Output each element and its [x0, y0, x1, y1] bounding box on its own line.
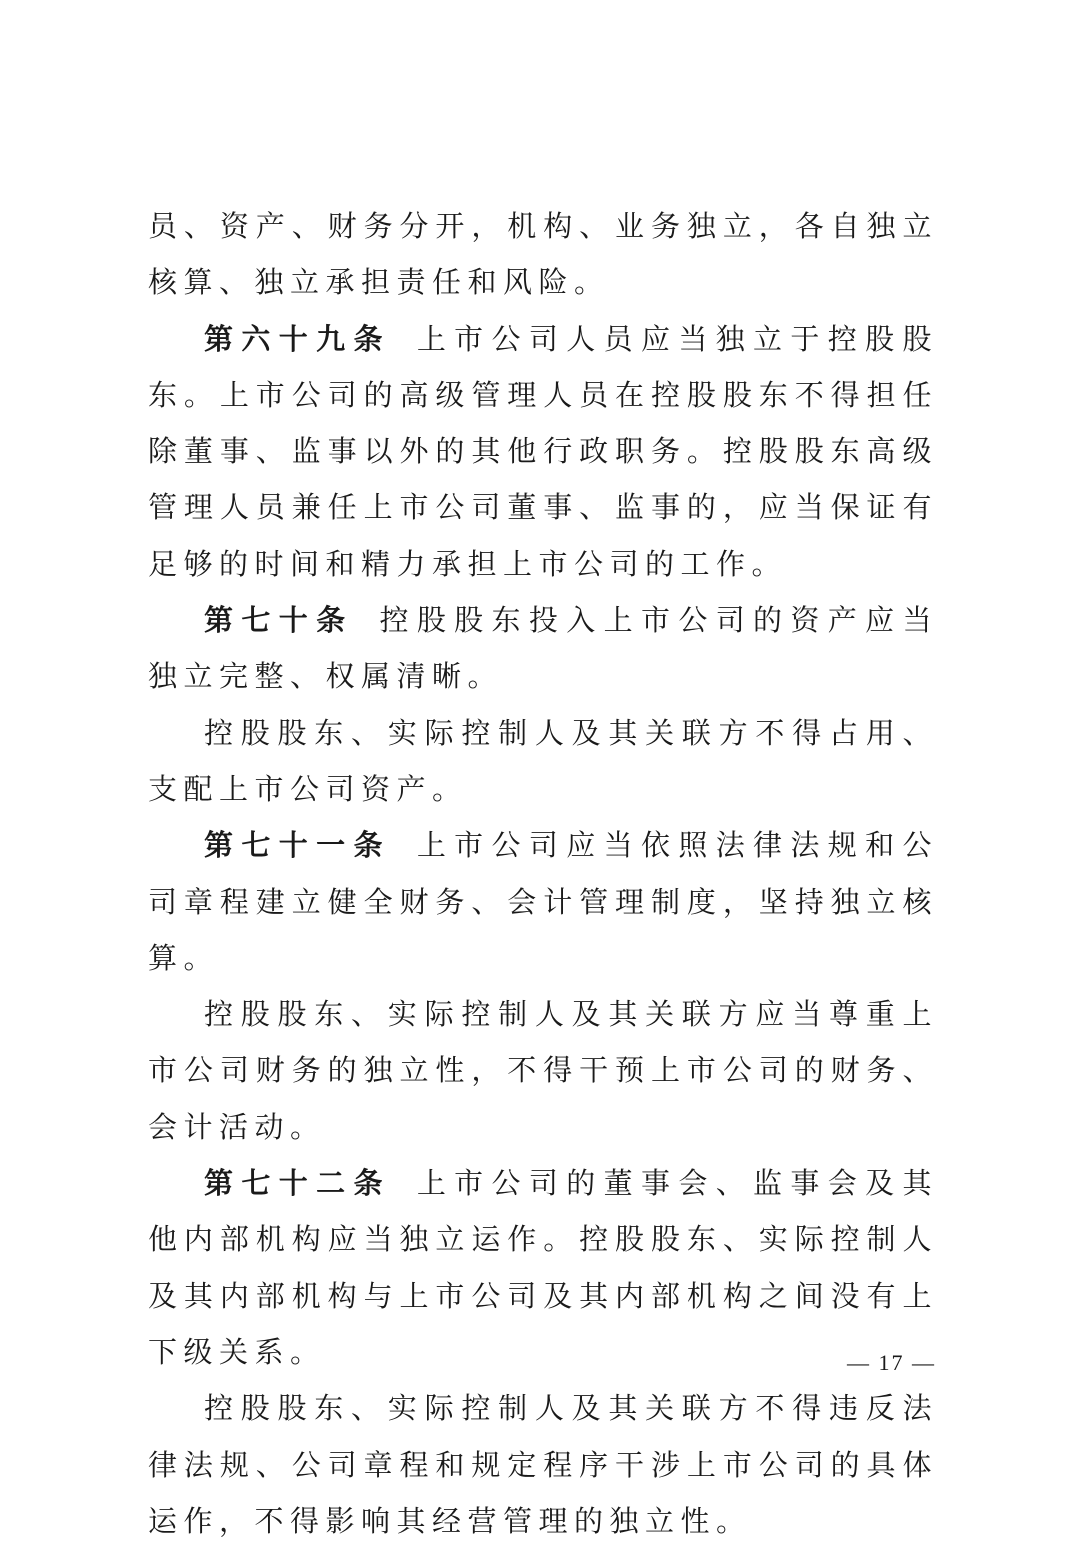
page-number: — 17 —: [847, 1350, 936, 1375]
paragraph-continuation: [148, 198, 938, 311]
paragraph-text: 上市公司应当依照法律法规和公司章程建立健全财务、会计管理制度，坚持独立核算。: [148, 828, 938, 975]
paragraph-text: 员、资产、财务分开，机构、业务独立，各自独立核算、独立承担责任和风险。: [148, 209, 938, 300]
paragraph-text: 控股股东投入上市公司的资产应当独立完整、权属清晰。: [148, 603, 938, 694]
paragraph-text: 控股股东、实际控制人及其关联方不得违反法律法规、公司章程和规定程序干涉上市公司的具体运作，不得影响其经营管理的独立性。: [148, 1391, 938, 1538]
paragraph-text: 上市公司人员应当独立于控股股东。上市公司的高级管理人员在控股股东不得担任除董事、监事以外的其他行政职务。控股股东高级管理人员兼任上市公司董事、监事的，应当保证有足够的时间和精力承担上市公司的工作。: [148, 321, 938, 581]
article-71-paragraph: [148, 817, 938, 986]
article-72-paragraph: [148, 1155, 938, 1380]
paragraph-text: 控股股东、实际控制人及其关联方应当尊重上市公司财务的独立性，不得干预上市公司的财务、会计活动。: [148, 997, 938, 1144]
article-heading: 第七十二条: [204, 1166, 391, 1201]
article-71-clause-2: [148, 986, 938, 1155]
article-heading: 第七十一条: [204, 828, 391, 863]
article-heading: 第七十条: [204, 603, 354, 638]
document-body: [148, 198, 938, 1549]
article-heading: 第六十九条: [204, 321, 391, 356]
article-69-paragraph: [148, 311, 938, 592]
article-72-clause-2: [148, 1380, 938, 1549]
paragraph-text: 控股股东、实际控制人及其关联方不得占用、支配上市公司资产。: [148, 715, 938, 806]
article-70-clause-2: [148, 705, 938, 818]
article-70-paragraph: [148, 592, 938, 705]
paragraph-text: 上市公司的董事会、监事会及其他内部机构应当独立运作。控股股东、实际控制人及其内部机构与上市公司及其内部机构之间没有上下级关系。: [148, 1166, 938, 1369]
